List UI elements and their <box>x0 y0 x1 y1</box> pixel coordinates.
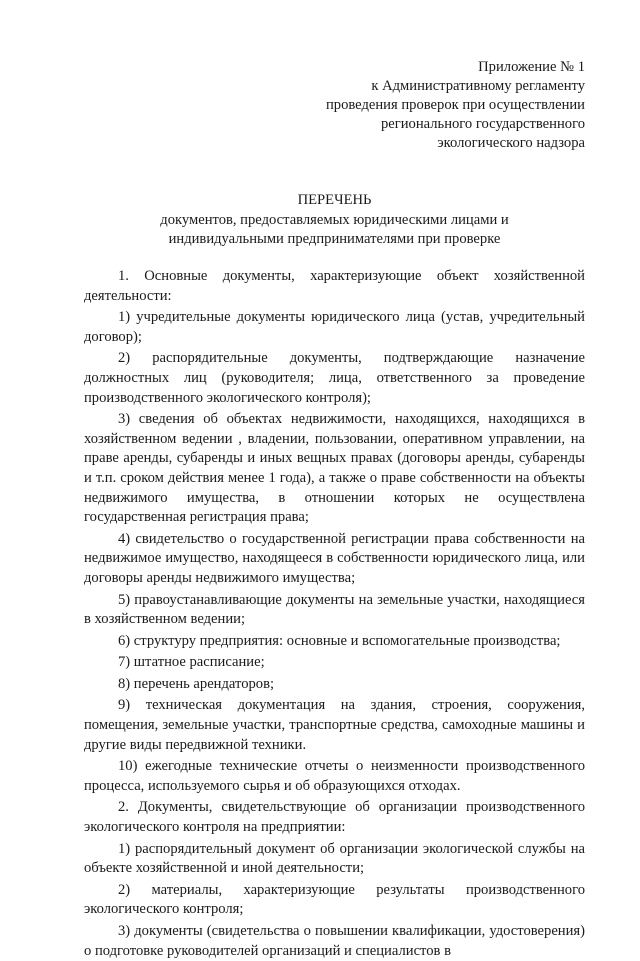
paragraph: 2) распорядительные документы, подтверждающие назначение должностных лиц (руководителя; лица, ответственного за проведение производственного экологического контроля); <box>84 350 585 406</box>
appendix-line: к Административному регламенту <box>371 78 585 94</box>
subtitle-line: документов, предоставляемых юридическими лицами и <box>160 212 509 228</box>
paragraph: 6) структуру предприятия: основные и вспомогательные производства; <box>118 632 561 649</box>
paragraph: 3) документы (свидетельства о повышении квалификации, удостоверения) о подготовке руководителей организаций и специалистов в <box>84 923 585 959</box>
paragraph: 1) учредительные документы юридического лица (устав, учредительный договор); <box>84 309 585 345</box>
appendix-line: проведения проверок при осуществлении <box>325 97 585 113</box>
paragraph: 1. Основные документы, характеризующие объект хозяйственной деятельности: <box>84 268 585 304</box>
paragraph: 2. Документы, свидетельствующие об организации производственного экологического контроля на предприятии: <box>84 799 585 836</box>
appendix-line: экологического надзора <box>437 135 585 151</box>
paragraph: 10) ежегодные технические отчеты о неизменности производственного процесса, используемого сырья и об образующихся отходах. <box>84 758 585 794</box>
document-body <box>84 267 585 961</box>
paragraph: 5) правоустанавливающие документы на земельные участки, находящиеся в хозяйственном ведении; <box>84 591 585 628</box>
appendix-header <box>84 58 585 153</box>
document-subtitle <box>84 211 585 249</box>
paragraph: 7) штатное расписание; <box>118 654 265 671</box>
paragraph: 8) перечень арендаторов; <box>118 675 275 692</box>
document-title: ПЕРЕЧЕНЬ <box>297 192 372 208</box>
paragraph: 2) материалы, характеризующие результаты производственного экологического контроля; <box>84 881 585 918</box>
paragraph: 1) распорядительный документ об организации экологической службы на объекте хозяйственной и иной деятельности; <box>84 840 585 877</box>
paragraph: 3) сведения об объектах недвижимости, находящихся, находящихся в хозяйственном ведении , владении, пользовании, оперативном управлении, на праве аренды, субаренды и иных вещных правах (договоры аренды, субаренды и т.п. сроком действия менее 1 года), а также о праве собственности на объекты недвижимого имущества, в отношении которых не осуществлена государственная регистрация права; <box>84 411 585 526</box>
paragraph: 4) свидетельство о государственной регистрации права собственности на недвижимое имущество, находящееся в собственности юридического лица, или договоры аренды недвижимого имущества; <box>84 530 585 586</box>
paragraph: 9) техническая документация на здания, строения, сооружения, помещения, земельные участки, транспортные средства, самоходные машины и другие виды передвижной техники. <box>84 697 585 753</box>
appendix-line: регионального государственного <box>380 116 585 132</box>
appendix-line: Приложение № 1 <box>478 59 585 75</box>
subtitle-line: индивидуальными предпринимателями при проверке <box>168 231 501 247</box>
